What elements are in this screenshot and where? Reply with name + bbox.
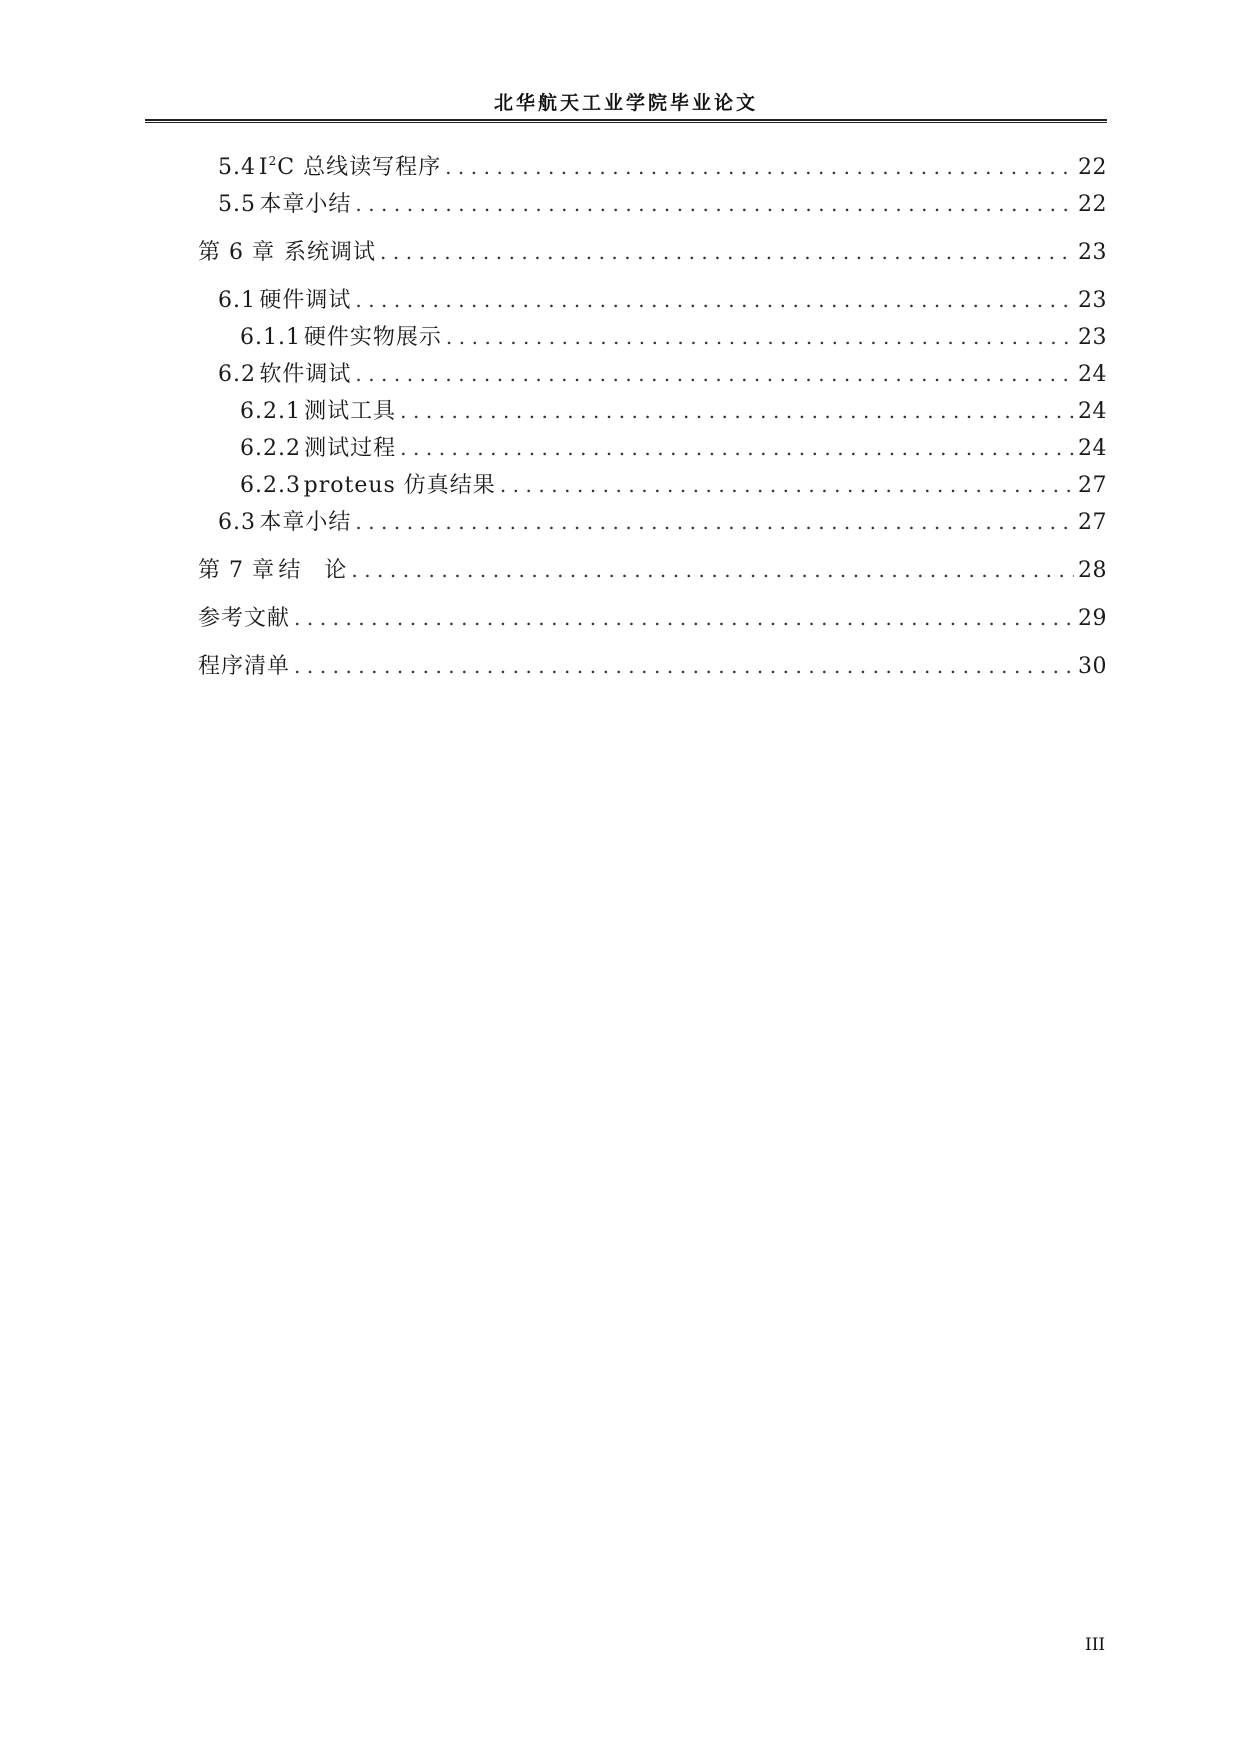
toc-entry-6-2-1[interactable] (240, 394, 1107, 428)
toc-leader-dots (400, 394, 1074, 428)
toc-entry-6-2[interactable] (218, 357, 1107, 391)
toc-entry-6-2-3[interactable] (240, 468, 1107, 502)
toc-page-number: 23 (1078, 288, 1107, 313)
toc-entry-number: 5.4 (218, 155, 256, 180)
toc-entry-number: 6.2.3 (240, 473, 301, 498)
toc-page-number: 23 (1078, 325, 1107, 350)
toc-entry-number: 6.3 (218, 510, 256, 535)
toc-entry-title: 结 论 (278, 558, 348, 583)
page-number-footer: III (1085, 1635, 1106, 1655)
toc-page-number: 28 (1078, 558, 1107, 583)
toc-entry-title: 硬件实物展示 (303, 325, 442, 350)
toc-page-number: 22 (1078, 155, 1107, 180)
toc-entry-6-1[interactable] (218, 283, 1107, 317)
table-of-contents (198, 150, 1107, 770)
toc-leader-dots (446, 320, 1074, 354)
toc-leader-dots (351, 553, 1074, 587)
toc-entry-6-2-2[interactable] (240, 431, 1107, 465)
toc-entry-title: 硬件调试 (259, 288, 352, 313)
toc-leader-dots (400, 431, 1074, 465)
header-rule (145, 119, 1107, 123)
toc-page-number: 22 (1078, 192, 1107, 217)
running-header: 北华航天工业学院毕业论文 (493, 92, 758, 114)
toc-entry-title: 测试过程 (304, 436, 397, 461)
toc-entry-number: 6.2.1 (240, 399, 301, 424)
toc-entry-title: 本章小结 (259, 510, 352, 535)
toc-leader-dots (294, 649, 1074, 683)
toc-leader-dots (294, 601, 1074, 635)
toc-leader-dots (355, 187, 1074, 221)
toc-entry-references[interactable] (198, 601, 1107, 635)
toc-entry-title: 测试工具 (304, 399, 397, 424)
toc-entry-number: 第 6 章 (198, 240, 275, 265)
toc-entry-title: 软件调试 (259, 362, 352, 387)
toc-leader-dots (380, 235, 1074, 269)
toc-entry-title: 系统调试 (283, 240, 376, 265)
toc-page-number: 27 (1078, 510, 1107, 535)
toc-entry-number: 6.1 (218, 288, 256, 313)
toc-leader-dots (445, 150, 1074, 184)
toc-leader-dots (355, 283, 1074, 317)
toc-entry-title: $I^2C$ 总线读写程序 (258, 154, 442, 180)
toc-entry-6-1-1[interactable] (240, 320, 1107, 354)
toc-page-number: 24 (1078, 362, 1107, 387)
toc-leader-dots (355, 357, 1074, 391)
toc-entry-number: 第 7 章 (198, 558, 275, 583)
toc-leader-dots (355, 505, 1074, 539)
toc-entry-chapter-7[interactable] (198, 553, 1107, 587)
toc-entry-title: proteus 仿真结果 (303, 473, 496, 498)
toc-entry-title: 本章小结 (259, 192, 352, 217)
toc-entry-program-listing[interactable] (198, 649, 1107, 683)
toc-page-number: 30 (1078, 654, 1107, 679)
toc-leader-dots (500, 468, 1074, 502)
toc-page-number: 23 (1078, 240, 1107, 265)
toc-entry-5-5[interactable] (218, 187, 1107, 221)
toc-page-number: 24 (1078, 436, 1107, 461)
toc-entry-title: 参考文献 (198, 606, 291, 631)
toc-entry-number: 6.1.1 (240, 325, 301, 350)
toc-entry-number: 6.2 (218, 362, 256, 387)
toc-entry-5-4[interactable] (218, 150, 1107, 184)
toc-entry-chapter-6[interactable] (198, 235, 1107, 269)
toc-entry-number: 6.2.2 (240, 436, 301, 461)
toc-page-number: 27 (1078, 473, 1107, 498)
toc-entry-6-3[interactable] (218, 505, 1107, 539)
toc-page-number: 29 (1078, 606, 1107, 631)
toc-entry-number: 5.5 (218, 192, 256, 217)
toc-entry-title: 程序清单 (198, 654, 291, 679)
toc-page-number: 24 (1078, 399, 1107, 424)
